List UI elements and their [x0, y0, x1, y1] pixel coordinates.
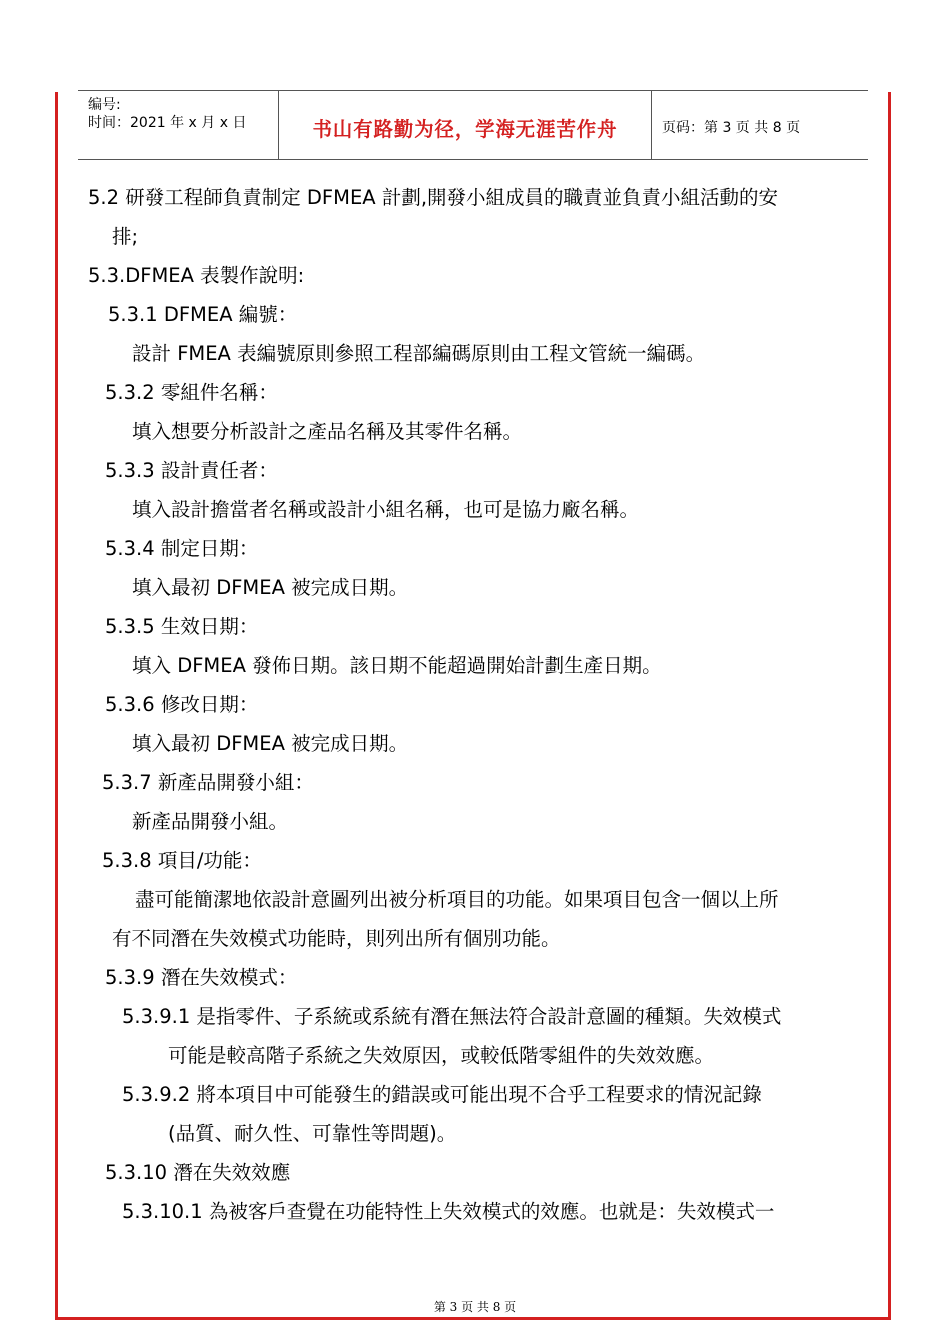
body-line: 填入最初 DFMEA 被完成日期。: [132, 576, 409, 599]
header-motto-cell: [279, 91, 652, 159]
body-line: 5.2 研發工程師負責制定 DFMEA 計劃,開發小組成員的職責並負責小組活動的安: [88, 186, 779, 209]
subsection-heading: 5.3.3 設計責任者：: [105, 459, 278, 482]
body-line: (品質、耐久性、可靠性等問題)。: [168, 1122, 457, 1145]
body-line: 5.3.9.1 是指零件、子系統或系統有潛在無法符合設計意圖的種類。失效模式: [122, 1005, 782, 1028]
document-number-label: 编号:: [88, 97, 121, 113]
header-page-number: 页码：第 3 页 共 8 页: [662, 120, 801, 136]
body-line: 填入設計擔當者名稱或設計小組名稱，也可是協力廠名稱。: [132, 498, 640, 521]
body-line: 有不同潛在失效模式功能時，則列出所有個別功能。: [112, 927, 561, 950]
subsection-heading: 5.3.6 修改日期：: [105, 693, 259, 716]
body-line: 填入 DFMEA 發佈日期。該日期不能超過開始計劃生產日期。: [132, 654, 662, 677]
page-border-left: [55, 92, 58, 1320]
body-line: 排;: [112, 225, 139, 248]
subsection-heading: 5.3.1 DFMEA 編號：: [108, 303, 298, 326]
body-line: 新產品開發小組。: [132, 810, 289, 833]
header-motto: 书山有路勤为径，学海无涯苦作舟: [312, 117, 618, 141]
subsection-heading: 5.3.2 零組件名稱：: [105, 381, 278, 404]
subsection-heading: 5.3.7 新產品開發小組：: [102, 771, 314, 794]
body-line: 盡可能簡潔地依設計意圖列出被分析項目的功能。如果項目包含一個以上所: [135, 888, 779, 911]
subsection-heading: 5.3.5 生效日期：: [105, 615, 259, 638]
document-time-label: 时间：2021 年 x 月 x 日: [88, 115, 247, 131]
body-line: 設計 FMEA 表編號原則參照工程部編碼原則由工程文管統一編碼。: [132, 342, 706, 365]
header-meta-cell: [78, 91, 279, 159]
section-heading: 5.3.DFMEA 表製作說明:: [88, 264, 305, 287]
body-line: 可能是較高階子系統之失效原因，或較低階零組件的失效效應。: [168, 1044, 715, 1067]
body-line: 5.3.9.2 將本項目中可能發生的錯誤或可能出現不合乎工程要求的情況記錄: [122, 1083, 762, 1106]
page-border-bottom: [55, 1317, 891, 1320]
body-line: 5.3.10.1 為被客戶查覺在功能特性上失效模式的效應。也就是：失效模式一: [122, 1200, 775, 1223]
subsection-heading: 5.3.8 項目/功能：: [102, 849, 262, 872]
page-border-right: [888, 92, 891, 1320]
subsection-heading: 5.3.9 潛在失效模式：: [105, 966, 298, 989]
page-footer: 第 3 页 共 8 页: [433, 1300, 517, 1314]
subsection-heading: 5.3.10 潛在失效效應: [105, 1161, 291, 1184]
header-page-cell: [652, 91, 868, 159]
body-line: 填入最初 DFMEA 被完成日期。: [132, 732, 409, 755]
document-header: [78, 90, 868, 160]
body-line: 填入想要分析設計之產品名稱及其零件名稱。: [132, 420, 523, 443]
subsection-heading: 5.3.4 制定日期：: [105, 537, 259, 560]
